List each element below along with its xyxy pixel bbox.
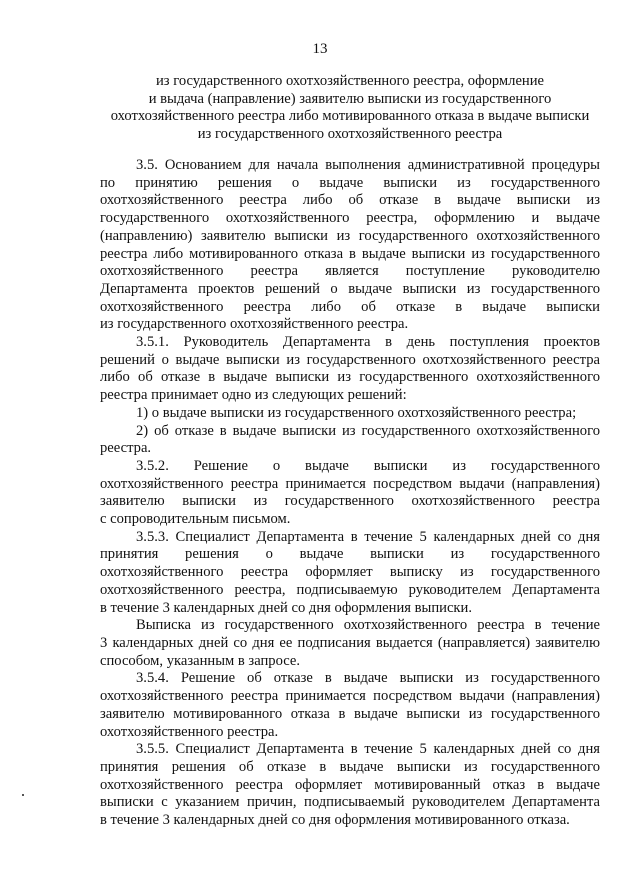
heading-line: охотхозяйственного реестра либо мотивированного отказа в выдаче выписки bbox=[110, 108, 590, 125]
heading-line: из государственного охотхозяйственного реестра bbox=[197, 125, 503, 142]
list-item-1 bbox=[100, 405, 600, 423]
text-line: 1) о выдаче выписки из государственного охотхозяйственного реестра; bbox=[136, 404, 577, 421]
text-line: 3.5.3. Специалист Департамента в течение 5 календарных дней со дня bbox=[136, 528, 600, 545]
paragraph-3-5-1 bbox=[100, 334, 600, 405]
text-line: заявителю выписки из государственного охотхозяйственного реестра bbox=[100, 493, 600, 510]
document-body bbox=[100, 157, 600, 830]
paragraph-extract-issue bbox=[100, 617, 600, 670]
text-line: охотхозяйственного реестра либо об отказе в выдаче выписки bbox=[100, 298, 600, 315]
section-heading bbox=[100, 73, 600, 143]
text-line: из государственного охотхозяйственного реестра. bbox=[100, 316, 409, 333]
paragraph-3-5 bbox=[100, 157, 600, 334]
text-line: охотхозяйственного реестра, подписываемую руководителем Департамента bbox=[100, 581, 600, 598]
heading-line: и выдача (направление) заявителю выписки из государственного bbox=[148, 90, 552, 107]
text-line: принятия решения о выдаче выписки из государственного bbox=[100, 546, 600, 563]
text-line: 3.5.5. Специалист Департамента в течение 5 календарных дней со дня bbox=[136, 741, 600, 758]
text-line: государственного охотхозяйственного реестра, оформлению и выдаче bbox=[100, 210, 600, 227]
text-line: Департамента проектов решений о выдаче выписки из государственного bbox=[100, 280, 600, 297]
text-line: реестра либо мотивированного отказа в выдаче выписки из государственного bbox=[100, 245, 600, 262]
text-line: охотхозяйственного реестра принимается посредством выдачи (направления) bbox=[100, 475, 600, 492]
text-line: в течение 3 календарных дней со дня оформления выписки. bbox=[100, 599, 472, 616]
text-line: заявителю мотивированного отказа в выдаче выписки из государственного bbox=[100, 705, 600, 722]
paragraph-3-5-2 bbox=[100, 458, 600, 529]
text-line: 3 календарных дней со дня ее подписания выдается (направляется) заявителю bbox=[100, 634, 600, 651]
text-line: в течение 3 календарных дней со дня оформления мотивированного отказа. bbox=[100, 812, 570, 829]
text-line: выписки с указанием причин, подписываемый руководителем Департамента bbox=[100, 794, 600, 811]
text-line: охотхозяйственного реестра является поступление руководителю bbox=[100, 263, 600, 280]
text-line: охотхозяйственного реестра оформляет мотивированный отказ в выдаче bbox=[100, 776, 600, 793]
text-line: (направлению) заявителю выписки из государственного охотхозяйственного bbox=[100, 227, 600, 244]
text-line: либо об отказе в выдаче выписки из государственного охотхозяйственного bbox=[100, 369, 600, 386]
text-line: 3.5.1. Руководитель Департамента в день поступления проектов bbox=[136, 334, 600, 351]
text-line: охотхозяйственного реестра оформляет выписку из государственного bbox=[100, 564, 600, 581]
paragraph-3-5-3 bbox=[100, 529, 600, 618]
text-line: способом, указанным в запросе. bbox=[100, 652, 301, 669]
text-line: охотхозяйственного реестра либо об отказе в выдаче выписки из bbox=[100, 192, 600, 209]
text-line: по принятию решения о выдаче выписки из государственного bbox=[100, 174, 600, 191]
text-line: 3.5. Основанием для начала выполнения административной процедуры bbox=[136, 157, 600, 173]
text-line: реестра. bbox=[100, 440, 152, 457]
text-line: 3.5.2. Решение о выдаче выписки из государственного bbox=[136, 457, 600, 474]
text-line: решений о выдаче выписки из государственного охотхозяйственного реестра bbox=[100, 351, 600, 368]
list-item-2 bbox=[100, 423, 600, 458]
scan-speck bbox=[22, 794, 24, 796]
text-line: 2) об отказе в выдаче выписки из государственного охотхозяйственного bbox=[136, 422, 600, 439]
heading-line: из государственного охотхозяйственного реестра, оформление bbox=[155, 73, 545, 89]
text-line: принятия решения об отказе в выдаче выписки из государственного bbox=[100, 758, 600, 775]
text-line: реестра принимает одно из следующих решений: bbox=[100, 387, 407, 404]
text-line: 3.5.4. Решение об отказе в выдаче выписки из государственного bbox=[136, 670, 600, 687]
text-line: охотхозяйственного реестра. bbox=[100, 723, 279, 740]
text-line: Выписка из государственного охотхозяйственного реестра в течение bbox=[136, 617, 600, 634]
text-line: охотхозяйственного реестра принимается посредством выдачи (направления) bbox=[100, 688, 600, 705]
paragraph-3-5-5 bbox=[100, 741, 600, 830]
paragraph-3-5-4 bbox=[100, 670, 600, 741]
page-number: 13 bbox=[312, 41, 328, 57]
text-line: с сопроводительным письмом. bbox=[100, 511, 291, 528]
